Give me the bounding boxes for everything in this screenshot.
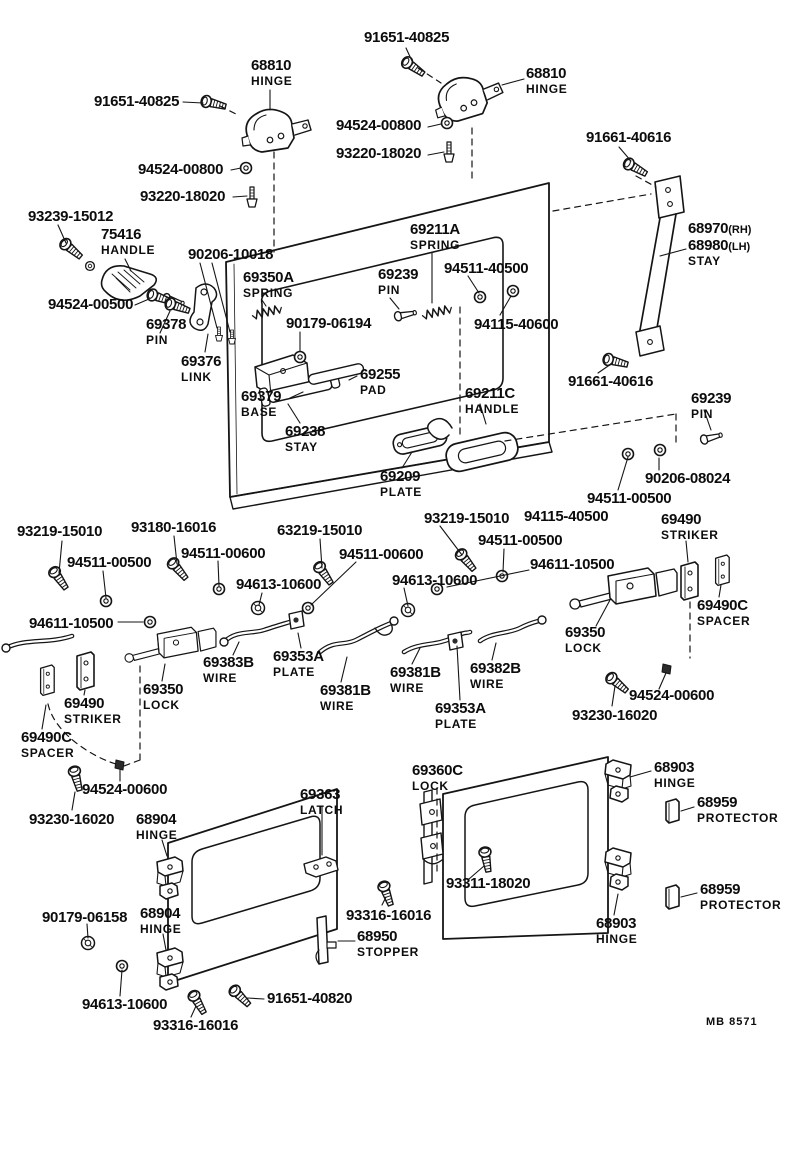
part-type-label: LOCK bbox=[143, 698, 180, 712]
part-number: 90206-08024 bbox=[645, 470, 731, 487]
part-number: 93220-18020 bbox=[140, 188, 226, 205]
part-number: 93219-15010 bbox=[424, 510, 510, 527]
part-label bbox=[530, 557, 614, 572]
part-label bbox=[586, 130, 671, 145]
part-label bbox=[364, 30, 449, 45]
part-number: 69490C bbox=[697, 597, 748, 614]
part-type-label: PLATE bbox=[435, 717, 477, 731]
part-number: 69239 bbox=[378, 266, 419, 283]
part-label bbox=[131, 520, 216, 535]
part-label bbox=[474, 317, 558, 332]
part-number: 93311-18020 bbox=[446, 875, 531, 892]
part-label bbox=[140, 189, 225, 204]
part-label bbox=[444, 261, 528, 276]
part-number: 93180-16016 bbox=[131, 519, 217, 536]
part-label bbox=[136, 812, 178, 841]
part-label bbox=[587, 491, 671, 506]
part-number: 69350A bbox=[243, 269, 294, 286]
part-type-label: SPACER bbox=[21, 746, 75, 760]
part-number: 69255 bbox=[360, 366, 401, 383]
part-label bbox=[596, 916, 638, 945]
part-number: 69490 bbox=[64, 695, 105, 712]
part-type-label: HINGE bbox=[136, 828, 178, 842]
part-label bbox=[629, 688, 714, 703]
part-label bbox=[181, 354, 221, 383]
part-number: 94524-00800 bbox=[336, 117, 422, 134]
part-side-suffix: (RH) bbox=[728, 224, 752, 236]
part-label bbox=[565, 625, 605, 654]
part-number: 69360C bbox=[412, 762, 463, 779]
part-type-label: BASE bbox=[241, 405, 278, 419]
part-type-label: PROTECTOR bbox=[700, 898, 782, 912]
part-type-label: HINGE bbox=[526, 82, 568, 96]
part-label bbox=[17, 524, 102, 539]
part-label bbox=[94, 94, 179, 109]
part-label bbox=[143, 682, 183, 711]
part-number: 69238 bbox=[285, 423, 326, 440]
part-number: 93239-15012 bbox=[28, 208, 114, 225]
part-label bbox=[146, 317, 186, 346]
part-label bbox=[346, 908, 431, 923]
part-type-label: STAY bbox=[285, 440, 318, 454]
part-label bbox=[446, 876, 530, 891]
part-label bbox=[410, 222, 460, 251]
part-label bbox=[700, 882, 781, 911]
part-label bbox=[336, 118, 421, 133]
part-type-label: HANDLE bbox=[101, 243, 156, 257]
part-label bbox=[42, 910, 127, 925]
part-number: 93230-16020 bbox=[29, 811, 115, 828]
part-type-label: LATCH bbox=[300, 803, 344, 817]
part-label bbox=[48, 297, 133, 312]
part-number: 69490 bbox=[661, 511, 702, 528]
part-number: 69381B bbox=[320, 682, 371, 699]
part-type-label: STRIKER bbox=[64, 712, 122, 726]
part-number: 93316-16016 bbox=[346, 907, 432, 924]
part-number: 94613-10600 bbox=[236, 576, 322, 593]
part-label bbox=[378, 267, 418, 296]
part-label bbox=[412, 763, 463, 792]
part-number: 69350 bbox=[143, 681, 184, 698]
part-type-label: WIRE bbox=[320, 699, 355, 713]
part-number: 69381B bbox=[390, 664, 441, 681]
part-label bbox=[568, 374, 653, 389]
part-label bbox=[478, 533, 562, 548]
part-label bbox=[300, 787, 343, 816]
part-label bbox=[138, 162, 223, 177]
part-type-label: SPRING bbox=[243, 286, 294, 300]
part-label bbox=[241, 389, 281, 418]
part-type-label: LOCK bbox=[565, 641, 602, 655]
part-label bbox=[336, 146, 421, 161]
part-number: 94524-00600 bbox=[629, 687, 715, 704]
part-label bbox=[661, 512, 719, 541]
part-label bbox=[339, 547, 423, 562]
part-number: 91661-40616 bbox=[568, 373, 654, 390]
part-label bbox=[526, 66, 568, 95]
part-type-label: PROTECTOR bbox=[697, 811, 779, 825]
part-label bbox=[21, 730, 74, 759]
part-label bbox=[360, 367, 400, 396]
part-number: 94524-00600 bbox=[82, 781, 168, 798]
part-number: 90179-06158 bbox=[42, 909, 128, 926]
part-type-label: LOCK bbox=[412, 779, 449, 793]
part-number: 94524-00800 bbox=[138, 161, 224, 178]
part-label bbox=[697, 795, 778, 824]
part-type-label: PIN bbox=[146, 333, 169, 347]
part-number: 93230-16020 bbox=[572, 707, 658, 724]
part-label bbox=[357, 929, 419, 958]
part-number: 68903 bbox=[654, 759, 695, 776]
part-label bbox=[67, 555, 151, 570]
part-label bbox=[82, 782, 167, 797]
part-number: 69376 bbox=[181, 353, 222, 370]
part-label bbox=[285, 424, 325, 453]
part-number: 69353A bbox=[435, 700, 486, 717]
part-label bbox=[203, 655, 254, 684]
part-number: 94613-10600 bbox=[392, 572, 478, 589]
part-type-label: STRIKER bbox=[661, 528, 719, 542]
part-number: 94115-40500 bbox=[524, 508, 609, 525]
part-type-label: STAY bbox=[688, 254, 721, 268]
part-number: 94511-00500 bbox=[478, 532, 563, 549]
part-number: 69350 bbox=[565, 624, 606, 641]
part-number: 69490C bbox=[21, 729, 72, 746]
part-number: 93219-15010 bbox=[17, 523, 103, 540]
part-number: 94511-00500 bbox=[67, 554, 152, 571]
part-type-label: LINK bbox=[181, 370, 212, 384]
part-number: 93220-18020 bbox=[336, 145, 422, 162]
part-number: 91651-40825 bbox=[364, 29, 450, 46]
part-number: 68810 bbox=[251, 57, 292, 74]
part-number: 69378 bbox=[146, 316, 187, 333]
part-type-label: SPACER bbox=[697, 614, 751, 628]
part-label bbox=[320, 683, 371, 712]
part-number: 69211A bbox=[410, 221, 460, 238]
part-label bbox=[435, 701, 486, 730]
part-label bbox=[29, 812, 114, 827]
part-number: 90179-06194 bbox=[286, 315, 372, 332]
part-type-label: WIRE bbox=[470, 677, 505, 691]
part-number: 69363 bbox=[300, 786, 341, 803]
part-number: 75416 bbox=[101, 226, 142, 243]
part-type-label: PAD bbox=[360, 383, 387, 397]
part-label bbox=[140, 906, 182, 935]
part-label bbox=[470, 661, 521, 690]
part-type-label: WIRE bbox=[390, 681, 425, 695]
part-number: 68904 bbox=[136, 811, 177, 828]
part-type-label: PLATE bbox=[273, 665, 315, 679]
part-type-label: HINGE bbox=[251, 74, 293, 88]
part-label bbox=[424, 511, 509, 526]
page-code: MB 8571 bbox=[706, 1016, 758, 1028]
part-number: 91651-40820 bbox=[267, 990, 353, 1007]
part-label bbox=[392, 573, 477, 588]
part-label bbox=[654, 760, 696, 789]
part-number: 68810 bbox=[526, 65, 567, 82]
part-label bbox=[29, 616, 113, 631]
part-number: 91661-40616 bbox=[586, 129, 672, 146]
part-label bbox=[153, 1018, 238, 1033]
part-number: 69383B bbox=[203, 654, 254, 671]
part-number: 94511-00600 bbox=[339, 546, 424, 563]
part-label bbox=[28, 209, 113, 224]
part-number: 94611-10500 bbox=[29, 615, 114, 632]
part-number: 94524-00500 bbox=[48, 296, 134, 313]
part-type-label: PIN bbox=[691, 407, 714, 421]
part-label bbox=[277, 523, 362, 538]
part-number: 63219-15010 bbox=[277, 522, 363, 539]
part-number: 69239 bbox=[691, 390, 732, 407]
part-label bbox=[188, 247, 273, 262]
part-number: 69209 bbox=[380, 468, 421, 485]
part-label bbox=[82, 997, 167, 1012]
part-type-label: HINGE bbox=[654, 776, 696, 790]
part-number: 94115-40600 bbox=[474, 316, 559, 333]
part-number: 94511-00600 bbox=[181, 545, 266, 562]
part-number: 94611-10500 bbox=[530, 556, 615, 573]
part-number: 94613-10600 bbox=[82, 996, 168, 1013]
part-label bbox=[390, 665, 441, 694]
part-number: 91651-40825 bbox=[94, 93, 180, 110]
part-type-label: SPRING bbox=[410, 238, 461, 252]
part-number: 90206-10018 bbox=[188, 246, 274, 263]
part-type-label: HANDLE bbox=[465, 402, 520, 416]
part-number: 68959 bbox=[697, 794, 738, 811]
part-number: 69211C bbox=[465, 385, 515, 402]
part-number: 69382B bbox=[470, 660, 521, 677]
part-number: 68904 bbox=[140, 905, 181, 922]
part-label bbox=[273, 649, 324, 678]
part-number: 68959 bbox=[700, 881, 741, 898]
part-number: 94511-40500 bbox=[444, 260, 529, 277]
part-label bbox=[691, 391, 731, 420]
part-label bbox=[181, 546, 265, 561]
part-number: 68970 bbox=[688, 220, 729, 237]
part-type-label: PLATE bbox=[380, 485, 422, 499]
part-label bbox=[286, 316, 371, 331]
part-label bbox=[64, 696, 122, 725]
part-number: 68950 bbox=[357, 928, 398, 945]
part-type-label: HINGE bbox=[596, 932, 638, 946]
part-label bbox=[572, 708, 657, 723]
part-type-label: STOPPER bbox=[357, 945, 420, 959]
part-number: 69353A bbox=[273, 648, 324, 665]
part-label bbox=[243, 270, 294, 299]
part-number: 93316-16016 bbox=[153, 1017, 239, 1034]
part-label bbox=[688, 221, 751, 236]
part-label bbox=[645, 471, 730, 486]
part-label bbox=[267, 991, 352, 1006]
part-label bbox=[697, 598, 750, 627]
part-number: 68980 bbox=[688, 237, 729, 254]
part-label bbox=[251, 58, 293, 87]
part-type-label: WIRE bbox=[203, 671, 238, 685]
part-side-suffix: (LH) bbox=[728, 241, 751, 253]
part-number: 69379 bbox=[241, 388, 282, 405]
part-type-label: HINGE bbox=[140, 922, 182, 936]
part-number: 68903 bbox=[596, 915, 637, 932]
part-label bbox=[101, 227, 155, 256]
part-label bbox=[524, 509, 608, 524]
part-number: 94511-00500 bbox=[587, 490, 672, 507]
part-label bbox=[465, 386, 519, 415]
part-label bbox=[380, 469, 422, 498]
part-label bbox=[688, 238, 750, 267]
part-label bbox=[236, 577, 321, 592]
part-type-label: PIN bbox=[378, 283, 401, 297]
